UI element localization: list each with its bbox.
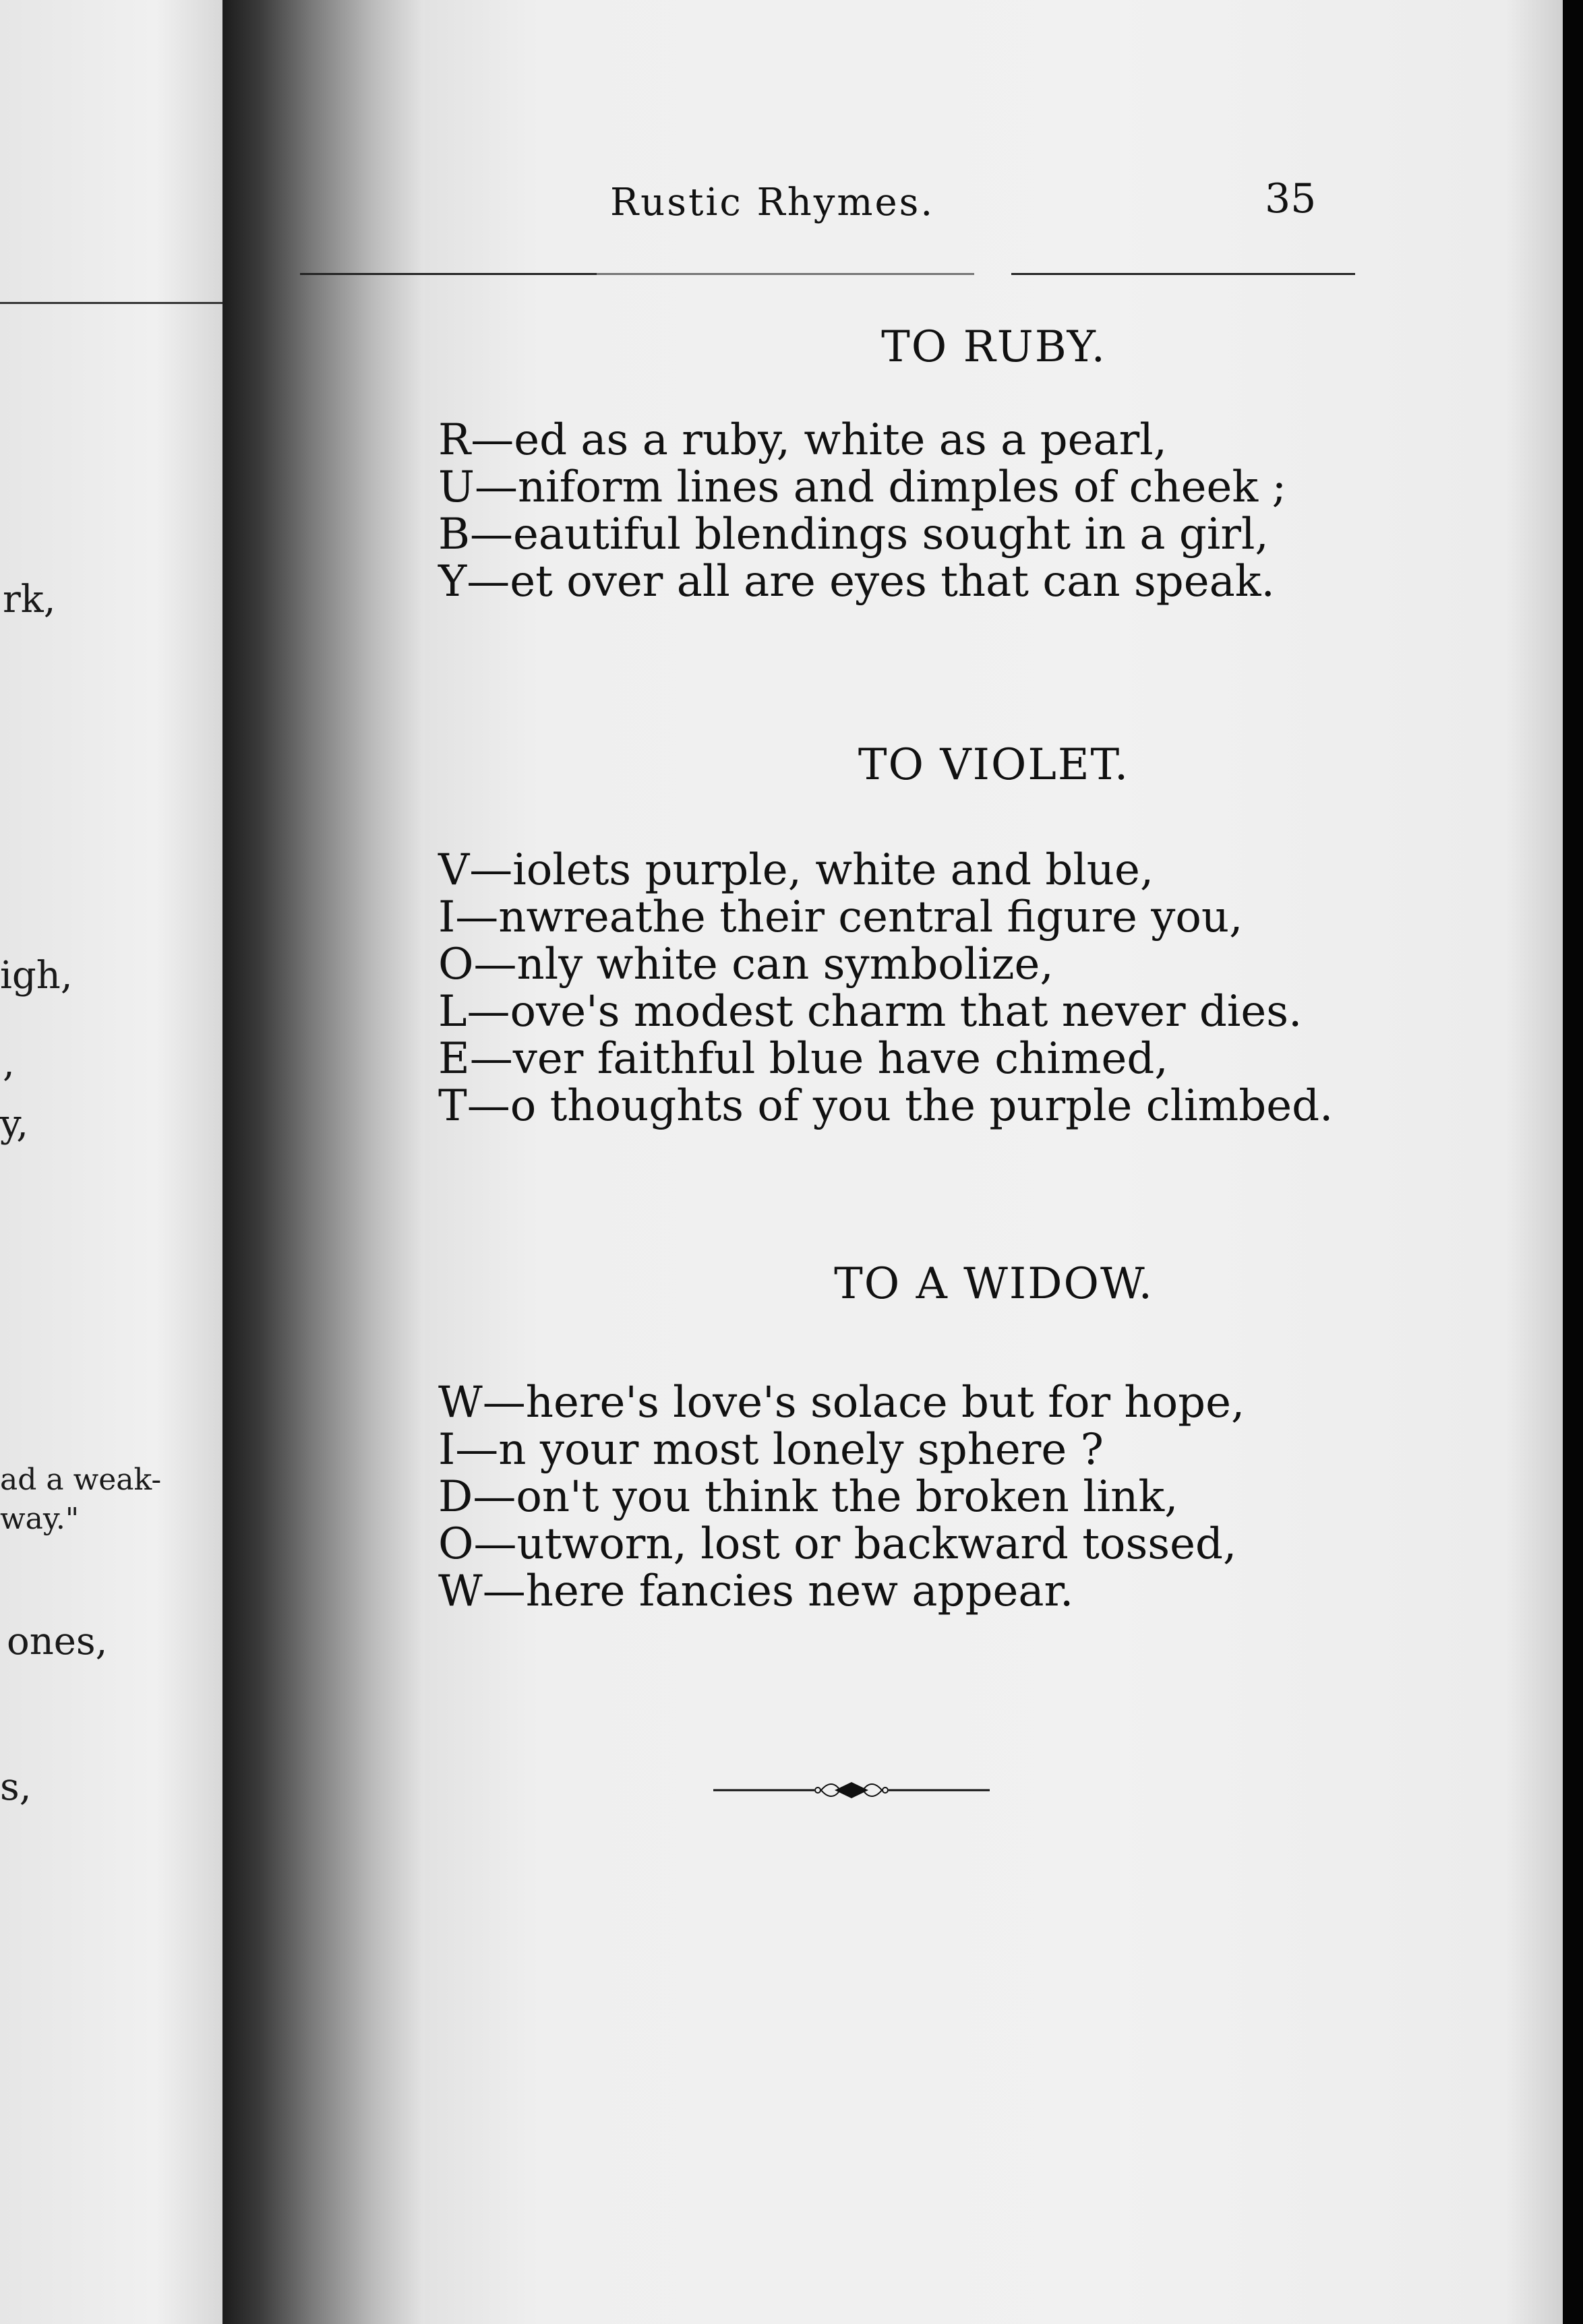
facing-page-fragment: rk, — [3, 578, 56, 621]
poem-title-widow: TO A WIDOW. — [834, 1259, 1154, 1309]
page-edge — [1563, 0, 1583, 2324]
poem-line: D—on't you think the broken link, — [438, 1472, 1178, 1522]
poem-line: U—niform lines and dimples of cheek ; — [438, 462, 1287, 512]
facing-page-fragment: , — [3, 1041, 15, 1085]
poem-line: E—ver faithful blue have chimed, — [438, 1034, 1168, 1084]
poem-line: V—iolets purple, white and blue, — [438, 845, 1154, 895]
book-gutter-shadow — [222, 0, 425, 2324]
poem-widow — [438, 1379, 1517, 1615]
running-head: Rustic Rhymes. — [610, 181, 935, 224]
poem-line: I—nwreathe their central figure you, — [438, 892, 1243, 942]
poem-line: R—ed as a ruby, white as a pearl, — [438, 415, 1167, 465]
header-rule-middle — [597, 273, 974, 275]
facing-page-fragment: igh, — [0, 954, 73, 998]
facing-page-rule — [0, 302, 222, 304]
poem-line: O—utworn, lost or backward tossed, — [438, 1519, 1237, 1569]
page-number: 35 — [1265, 175, 1317, 222]
facing-page — [0, 0, 222, 2324]
poem-violet — [438, 847, 1517, 1130]
poem-line: I—n your most lonely sphere ? — [438, 1425, 1104, 1475]
facing-page-fragment: way." — [0, 1502, 80, 1536]
facing-page-fragment: y, — [0, 1102, 28, 1146]
poem-line: B—eautiful blendings sought in a girl, — [438, 510, 1269, 559]
poem-title-ruby: TO RUBY. — [881, 322, 1106, 372]
header-rule-right — [1011, 273, 1355, 275]
poem-line: W—here fancies new appear. — [438, 1566, 1074, 1616]
facing-page-fragment: ad a weak- — [0, 1463, 162, 1497]
poem-line: O—nly white can symbolize, — [438, 940, 1054, 989]
facing-page-fragment: s, — [0, 1765, 32, 1809]
header-rule-left — [300, 273, 597, 275]
poem-title-violet: TO VIOLET. — [858, 740, 1130, 790]
poem-line: L—ove's modest charm that never dies. — [438, 987, 1303, 1037]
poem-line: Y—et over all are eyes that can speak. — [438, 557, 1275, 607]
poem-ruby — [438, 417, 1517, 605]
poem-line: T—o thoughts of you the purple climbed. — [438, 1081, 1334, 1131]
facing-page-fragment: ones, — [7, 1620, 108, 1663]
poem-line: W—here's love's solace but for hope, — [438, 1378, 1245, 1428]
ornamental-divider-icon — [713, 1777, 990, 1804]
